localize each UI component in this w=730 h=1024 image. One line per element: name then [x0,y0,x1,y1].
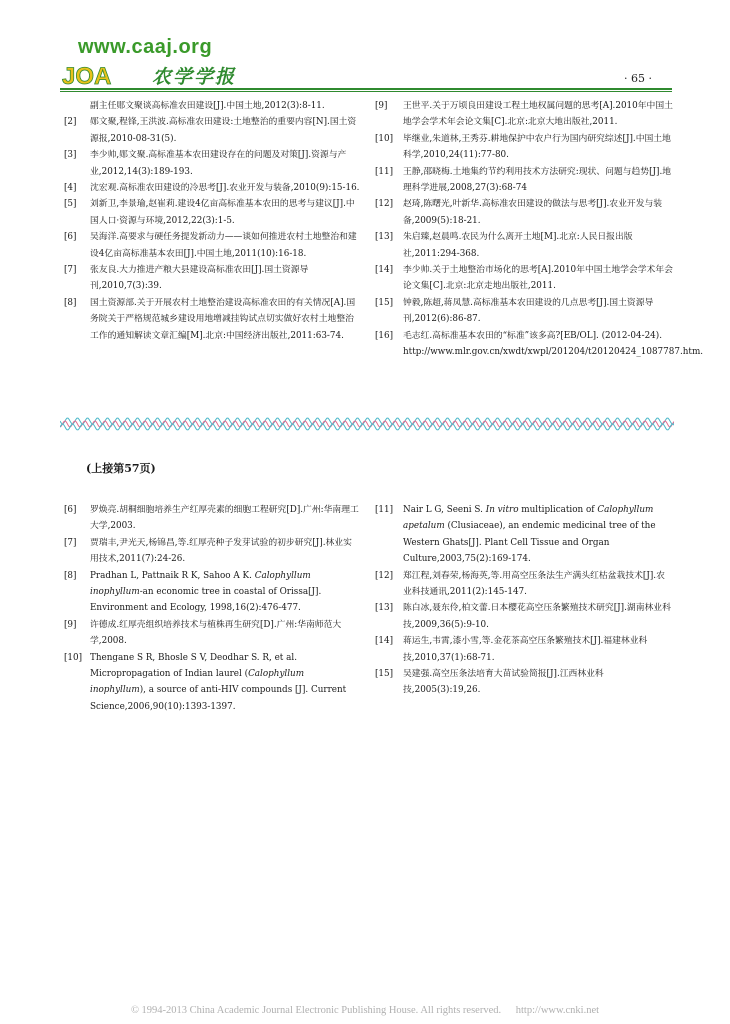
reference-number: [10] [64,652,83,663]
reference-number: [13] [375,603,394,614]
reference-text: 赵琦,陈曙光,叶新华.高标准农田建设的做法与思考[J].农业开发与装备,2009(5):18-21. [403,199,663,226]
reference-number [64,98,90,114]
references-bottom-right [375,502,673,699]
page-number: · 65 · [624,72,652,85]
reference-item [64,180,360,196]
footer-site-link[interactable]: http://www.cnki.net [515,1005,600,1016]
header-divider [60,88,672,92]
reference-number: [12] [375,570,394,581]
reference-item [375,98,673,131]
reference-text [403,502,673,568]
reference-number: [8] [64,570,77,581]
reference-item [64,262,360,295]
reference-item [375,164,673,197]
reference-number: [5] [64,199,77,210]
reference-segment: Pradhan L, Pattnaik R K, Sahoo A K. [90,570,255,581]
reference-segment: ), a source of anti-HIV compounds [J]. Current Science,2006,90(10):1393-1397. [90,685,347,712]
references-top-left [64,98,360,344]
reference-text: 沈宏观.高标准农田建设的冷思考[J].农业开发与装备,2010(9):15-16. [90,183,360,194]
reference-number: [12] [375,199,394,210]
reference-item [64,650,360,716]
reference-number: [11] [375,505,394,515]
reference-item [64,568,360,617]
reference-italic-term: Calophyllum inophyllum [90,669,305,696]
reference-text: 陈白冰,聂东伶,柏文蕾.日本樱花高空压条繁殖技术研究[J].湖南林业科技,2009,36(5):9-10. [403,603,671,630]
reference-text: 蒋运生,韦霄,漆小雪,等.金花茶高空压条繁殖技术[J].福建林业科技,2010,37(1):68-71. [403,636,648,663]
reference-item [375,196,673,229]
reference-number: [16] [375,330,394,341]
reference-text: 李少帅,郧文聚.高标准基本农田建设存在的问题及对策[J].资源与产业,2012,14(3):189-193. [90,150,347,177]
reference-text: 吴建强.高空压条法培育大苗试验简报[J].江西林业科技,2005(3):19,26. [403,669,604,696]
reference-item [64,295,360,344]
reference-italic-term: In vitro [485,505,519,515]
reference-number: [9] [64,619,77,630]
reference-text [90,568,360,617]
journal-name: 农学学报 [152,66,237,88]
reference-number: [7] [64,265,77,276]
reference-text: 国土资源部.关于开展农村土地整治建设高标准农田的有关情况[A].国务院关于严格规范城乡建设用地增减挂钩试点切实做好农村土地整治工作的通知解读文章汇编[M].北京:中国经济出版社,2011:63-74. [90,297,356,341]
reference-number: [15] [375,297,394,308]
reference-text: 许德成.红厚壳组织培养技术与植株再生研究[D].广州:华南师范大学,2008. [90,619,342,647]
reference-number: [7] [64,537,77,548]
reference-item [64,229,360,262]
journal-logo [60,36,260,92]
reference-number: [15] [375,669,394,680]
reference-text: 刘新卫,李景瑜,赵崔莉.建设4亿亩高标准基本农田的思考与建议[J].中国人口·资源与环境,2012,22(3):1-5. [90,199,355,226]
reference-segment: multiplication of [518,505,598,515]
section-divider-wave [60,414,674,434]
reference-text: 毕继业,朱道林,王秀芬.耕地保护中农户行为国内研究综述[J].中国土地科学,2010,24(11):77-80. [403,133,671,161]
references-bottom-left [64,502,360,715]
reference-number: [14] [375,636,394,647]
reference-item [375,633,673,666]
reference-text: 朱启臻,赵晨鸣.农民为什么离开土地[M].北京:人民日报出版社,2011:294-368. [403,232,633,259]
reference-item [375,600,673,633]
footer [0,1006,730,1017]
reference-number: [13] [375,232,394,243]
reference-text: 张友良.大力推进产粮大县建设高标准农田[J].国土资源导刊,2010,7(3):39. [90,265,309,292]
joa-logo-icon [60,60,146,90]
reference-number: [8] [64,297,77,308]
reference-item [375,328,704,361]
reference-text: 王静,邵晓梅.土地集约节约利用技术方法研究:现状、问题与趋势[J].地理科学进展,2008,27(3):68-74 [403,166,672,194]
reference-text: 王世平.关于万顷良田建设工程土地权属问题的思考[A].2010年中国土地学会学术年会论文集[C].北京:北京大地出版社,2011. [403,101,673,128]
reference-item [375,502,673,568]
reference-italic-term: Calophyllum apetalum [403,505,654,532]
reference-item [375,666,673,699]
reference-text [90,650,360,716]
reference-item [64,147,360,180]
reference-item [375,295,673,328]
reference-number: [6] [64,232,77,243]
reference-italic-term: Calophyllum inophyllum [90,570,311,598]
reference-segment: Nair L G, Seeni S. [403,505,486,515]
reference-number: [4] [64,183,77,194]
reference-text: 副主任郧文聚谈高标准农田建设[J].中国土地,2012(3):8-11. [90,101,325,111]
reference-text: 吴海洋.高要求与硬任务提发新动力——谈如何推进农村土地整治和建设4亿亩高标准基本农田[J].中国土地,2011(10):16-18. [90,232,357,259]
reference-item [64,617,360,650]
reference-number: [6] [64,505,77,515]
reference-text: 罗焕亮.胡桐细胞培养生产红厚壳素的细胞工程研究[D].广州:华南理工大学,2003. [90,505,359,532]
reference-item [64,196,360,229]
footer-copyright: © 1994-2013 China Academic Journal Electronic Publishing House. All rights reserved. [130,1005,502,1016]
reference-item [64,114,360,147]
continued-from-label: (上接第57页) [86,462,156,475]
reference-text: 钟毅,陈超,蒋凤慧.高标准基本农田建设的几点思考[J].国土资源导刊,2012(6):86-87. [403,297,654,325]
reference-item [64,535,360,568]
reference-number: [2] [64,117,77,128]
references-top-right [375,98,704,361]
reference-number: [14] [375,265,394,276]
reference-text: 李少帅.关于土地整治市场化的思考[A].2010年中国土地学会学术年会论文集[C].北京:北京走地出版社,2011. [403,265,673,292]
reference-item [375,568,673,601]
reference-number: [10] [375,133,394,144]
reference-number: [11] [375,166,394,177]
reference-text: 毛志红.高标准基本农田的“标准”该多高?[EB/OL]. (2012-04-24). http://www.mlr.gov.cn/xwdt/xwpl/201204/t20120424_1087787.htm. [403,330,704,358]
reference-item [375,229,673,262]
logo-mark-text: JOA [62,63,112,90]
reference-item [64,502,360,535]
reference-item [375,262,673,295]
reference-segment: (Clusiaceae), an endemic medicinal tree of the Western Ghats[J]. Plant Cell Tissue and Organ Culture,2003,75(2):169-174. [403,521,656,565]
reference-item [64,98,360,114]
reference-text: 郑江程,刘春荣,杨海英,等.用高空压条法生产满头红枯盆栽技术[J].农业科技通讯,2011(2):145-147. [403,570,665,598]
reference-text: 郧文聚,程锋,王洪波.高标准农田建设:土地整治的重要内容[N].国土资源报,2010-08-31(5). [90,117,357,144]
reference-segment: -an economic tree in coastal of Orissa[J]. Environment and Ecology, 1998,16(2):476-477. [90,587,322,614]
reference-text: 贾瑞丰,尹光天,杨锦昌,等.红厚壳种子发芽试验的初步研究[J].林业实用技术,2011(7):24-26. [90,537,352,565]
reference-number: [3] [64,150,77,161]
reference-item [375,131,673,164]
reference-segment: Thengane S R, Bhosle S V, Deodhar S. R, et al. Micropropagation of Indian laurel ( [90,652,297,680]
reference-number: [9] [375,101,388,111]
journal-url: www.caaj.org [78,36,213,58]
